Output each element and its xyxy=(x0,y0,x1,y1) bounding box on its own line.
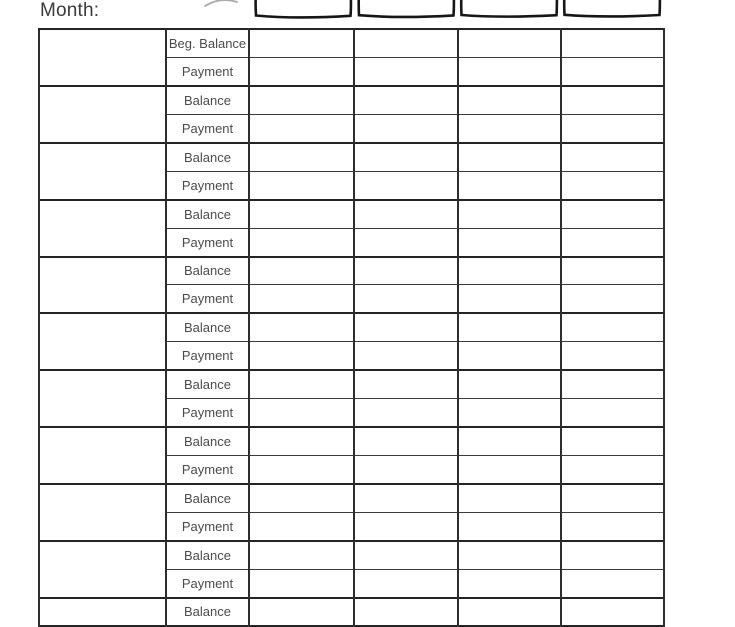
debt-name-cell[interactable] xyxy=(39,200,166,257)
value-cell[interactable] xyxy=(561,114,664,142)
value-cell[interactable] xyxy=(458,86,561,114)
value-cell[interactable] xyxy=(458,399,561,427)
value-cell[interactable] xyxy=(458,228,561,256)
value-cell[interactable] xyxy=(354,29,458,57)
table-row xyxy=(39,541,664,569)
table-row xyxy=(39,143,664,171)
value-cell[interactable] xyxy=(249,484,354,512)
row-label: Balance xyxy=(166,484,249,512)
value-cell[interactable] xyxy=(354,171,458,199)
value-cell[interactable] xyxy=(354,598,458,626)
value-cell[interactable] xyxy=(354,114,458,142)
value-cell[interactable] xyxy=(249,541,354,569)
value-cell[interactable] xyxy=(249,285,354,313)
value-cell[interactable] xyxy=(249,399,354,427)
value-cell[interactable] xyxy=(354,86,458,114)
value-cell[interactable] xyxy=(354,456,458,484)
value-cell[interactable] xyxy=(249,29,354,57)
value-cell[interactable] xyxy=(561,427,664,455)
value-cell[interactable] xyxy=(458,484,561,512)
value-cell[interactable] xyxy=(458,342,561,370)
value-cell[interactable] xyxy=(458,285,561,313)
value-cell[interactable] xyxy=(354,313,458,341)
value-cell[interactable] xyxy=(249,86,354,114)
value-cell[interactable] xyxy=(458,427,561,455)
row-label: Payment xyxy=(166,228,249,256)
value-cell[interactable] xyxy=(249,200,354,228)
row-label: Payment xyxy=(166,456,249,484)
value-cell[interactable] xyxy=(249,143,354,171)
value-cell[interactable] xyxy=(561,285,664,313)
value-cell[interactable] xyxy=(249,313,354,341)
value-cell[interactable] xyxy=(561,512,664,540)
row-label: Balance xyxy=(166,200,249,228)
month-label: Month: xyxy=(40,0,100,21)
table-row xyxy=(39,29,664,57)
value-cell[interactable] xyxy=(249,512,354,540)
debt-name-box-1[interactable] xyxy=(256,0,351,17)
debt-name-cell[interactable] xyxy=(39,86,166,143)
row-label: Balance xyxy=(166,598,249,626)
debt-name-cell[interactable] xyxy=(39,427,166,484)
row-label: Balance xyxy=(166,427,249,455)
table-body xyxy=(39,29,664,626)
value-cell[interactable] xyxy=(354,57,458,85)
value-cell[interactable] xyxy=(354,484,458,512)
value-cell[interactable] xyxy=(458,569,561,597)
row-label: Payment xyxy=(166,342,249,370)
value-cell[interactable] xyxy=(249,569,354,597)
value-cell[interactable] xyxy=(561,228,664,256)
table-row xyxy=(39,86,664,114)
row-label: Balance xyxy=(166,86,249,114)
row-label: Payment xyxy=(166,399,249,427)
value-cell[interactable] xyxy=(458,598,561,626)
value-cell[interactable] xyxy=(354,427,458,455)
debt-name-cell[interactable] xyxy=(39,313,166,370)
row-label: Payment xyxy=(166,285,249,313)
pencil-mark xyxy=(205,0,237,6)
table-row xyxy=(39,200,664,228)
value-cell[interactable] xyxy=(561,29,664,57)
value-cell[interactable] xyxy=(561,484,664,512)
row-label: Payment xyxy=(166,114,249,142)
value-cell[interactable] xyxy=(354,257,458,285)
value-cell[interactable] xyxy=(249,342,354,370)
payment-tracker-table xyxy=(38,28,665,627)
value-cell[interactable] xyxy=(458,512,561,540)
table-row xyxy=(39,313,664,341)
table-row xyxy=(39,257,664,285)
value-cell[interactable] xyxy=(354,512,458,540)
row-label: Balance xyxy=(166,257,249,285)
debt-name-cell[interactable] xyxy=(39,143,166,200)
value-cell[interactable] xyxy=(354,285,458,313)
value-cell[interactable] xyxy=(561,569,664,597)
value-cell[interactable] xyxy=(561,171,664,199)
value-cell[interactable] xyxy=(561,257,664,285)
value-cell[interactable] xyxy=(458,114,561,142)
value-cell[interactable] xyxy=(458,257,561,285)
table-row xyxy=(39,370,664,398)
debt-name-cell[interactable] xyxy=(39,370,166,427)
value-cell[interactable] xyxy=(561,598,664,626)
debt-name-box-2[interactable] xyxy=(359,0,454,17)
value-cell[interactable] xyxy=(561,143,664,171)
value-cell[interactable] xyxy=(561,370,664,398)
value-cell[interactable] xyxy=(354,342,458,370)
value-cell[interactable] xyxy=(249,427,354,455)
value-cell[interactable] xyxy=(561,57,664,85)
value-cell[interactable] xyxy=(249,370,354,398)
value-cell[interactable] xyxy=(249,598,354,626)
value-cell[interactable] xyxy=(458,370,561,398)
debt-name-box-3[interactable] xyxy=(461,0,557,17)
value-cell[interactable] xyxy=(249,257,354,285)
row-label: Balance xyxy=(166,370,249,398)
row-label: Balance xyxy=(166,313,249,341)
value-cell[interactable] xyxy=(561,456,664,484)
value-cell[interactable] xyxy=(561,86,664,114)
debt-name-cell[interactable] xyxy=(39,29,166,86)
value-cell[interactable] xyxy=(249,57,354,85)
value-cell[interactable] xyxy=(354,200,458,228)
row-label: Balance xyxy=(166,541,249,569)
row-label: Balance xyxy=(166,143,249,171)
value-cell[interactable] xyxy=(458,456,561,484)
row-label: Payment xyxy=(166,57,249,85)
row-label: Payment xyxy=(166,512,249,540)
value-cell[interactable] xyxy=(561,399,664,427)
value-cell[interactable] xyxy=(249,456,354,484)
value-cell[interactable] xyxy=(354,143,458,171)
value-cell[interactable] xyxy=(249,114,354,142)
value-cell[interactable] xyxy=(249,171,354,199)
table-row xyxy=(39,598,664,626)
value-cell[interactable] xyxy=(354,399,458,427)
value-cell[interactable] xyxy=(561,200,664,228)
debt-name-boxes xyxy=(0,0,735,26)
value-cell[interactable] xyxy=(458,313,561,341)
value-cell[interactable] xyxy=(249,228,354,256)
row-label: Payment xyxy=(166,171,249,199)
value-cell[interactable] xyxy=(458,29,561,57)
value-cell[interactable] xyxy=(458,541,561,569)
value-cell[interactable] xyxy=(458,200,561,228)
value-cell[interactable] xyxy=(458,143,561,171)
value-cell[interactable] xyxy=(354,370,458,398)
debt-name-cell[interactable] xyxy=(39,484,166,541)
value-cell[interactable] xyxy=(354,228,458,256)
value-cell[interactable] xyxy=(354,541,458,569)
value-cell[interactable] xyxy=(561,342,664,370)
table-row xyxy=(39,484,664,512)
row-label: Payment xyxy=(166,569,249,597)
debt-name-cell[interactable] xyxy=(39,598,166,626)
row-label: Beg. Balance xyxy=(166,29,249,57)
value-cell[interactable] xyxy=(354,569,458,597)
debt-name-box-4[interactable] xyxy=(564,0,660,16)
value-cell[interactable] xyxy=(458,57,561,85)
value-cell[interactable] xyxy=(561,541,664,569)
debt-name-cell[interactable] xyxy=(39,541,166,598)
table-row xyxy=(39,427,664,455)
value-cell[interactable] xyxy=(458,171,561,199)
value-cell[interactable] xyxy=(561,313,664,341)
debt-name-cell[interactable] xyxy=(39,257,166,314)
